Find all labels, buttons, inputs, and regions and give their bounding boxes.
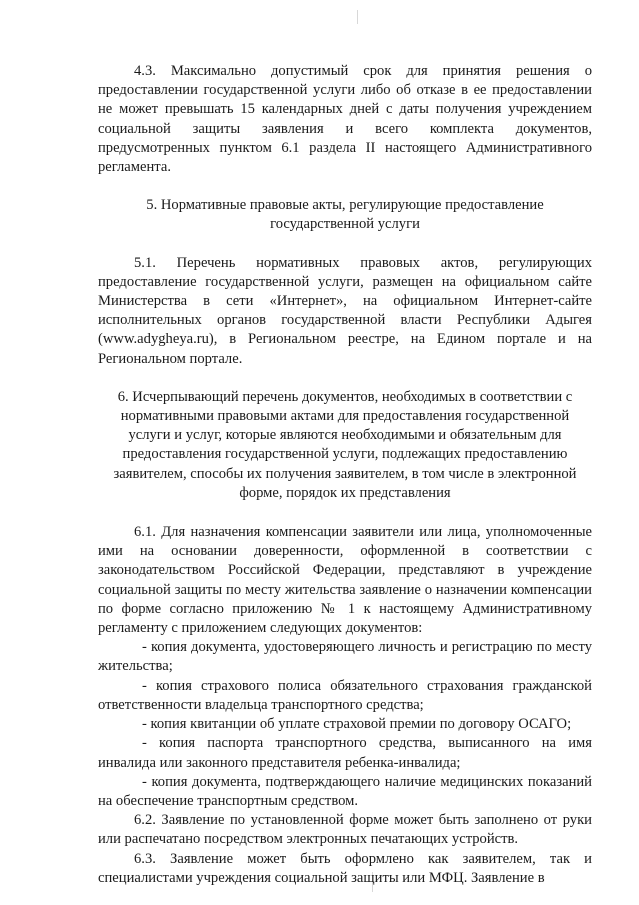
list-item-identity-document: - копия документа, удостоверяющего личность и регистрацию по месту жительства; bbox=[98, 639, 592, 675]
paragraph-4-3: 4.3. Максимально допустимый срок для принятия решения о предоставлении государственной услуги либо об отказе в ее предоставлении не может превышать 15 календарных дней с даты получения учреждением социальной защиты заявления и всего комплекта документов, предусмотренных пунктом 6.1 раздела II настоящего Административного регламента. bbox=[98, 63, 592, 176]
list-item-vehicle-passport: - копия паспорта транспортного средства, выписанного на имя инвалида или законного представителя ребенка-инвалида; bbox=[98, 735, 592, 771]
list-item-premium-receipt: - копия квитанции об уплате страховой премии по договору ОСАГО; bbox=[142, 716, 572, 733]
scan-artifact-top bbox=[357, 10, 358, 24]
document-body bbox=[98, 62, 592, 888]
section-heading-5: 5. Нормативные правовые акты, регулирующие предоставление государственной услуги bbox=[146, 197, 544, 233]
paragraph-6-1: 6.1. Для назначения компенсации заявители или лица, уполномоченные ими на основании доверенности, оформленной в соответствии с законодательством Российской Федерации, представляют в учреждение социальной защиты по месту жительства заявление о назначении компенсации по форме согласно приложению № 1 к настоящему Административному регламенту с приложением следующих документов: bbox=[98, 524, 592, 637]
list-item-insurance-policy: - копия страхового полиса обязательного страхования гражданской ответственности владельца транспортного средства; bbox=[98, 677, 592, 713]
section-heading-6: 6. Исчерпывающий перечень документов, необходимых в соответствии с нормативными правовыми актами для предоставления государственной услуги и услуг, которые являются необходимыми и обязательным для предоставления государственной услуги, подлежащих предоставлению заявителем, способы их получения заявителем, в том числе в электронной форме, порядок их представления bbox=[113, 388, 577, 501]
list-item-medical-document: - копия документа, подтверждающего наличие медицинских показаний на обеспечение транспортным средством. bbox=[98, 773, 592, 809]
paragraph-5-1: 5.1. Перечень нормативных правовых актов, регулирующих предоставление государственной услуги, размещен на официальном сайте Министерства в сети «Интернет», на официальном Интернет-сайте исполнительных органов государственной власти Республики Адыгея (www.adygheya.ru), в Региональном реестре, на Едином портале и на Региональном портале. bbox=[98, 254, 592, 367]
paragraph-6-2: 6.2. Заявление по установленной форме может быть заполнено от руки или распечатано посредством электронных печатающих устройств. bbox=[98, 812, 592, 848]
paragraph-6-3: 6.3. Заявление может быть оформлено как заявителем, так и специалистами учреждения социальной защиты или МФЦ. Заявление в bbox=[98, 850, 592, 886]
